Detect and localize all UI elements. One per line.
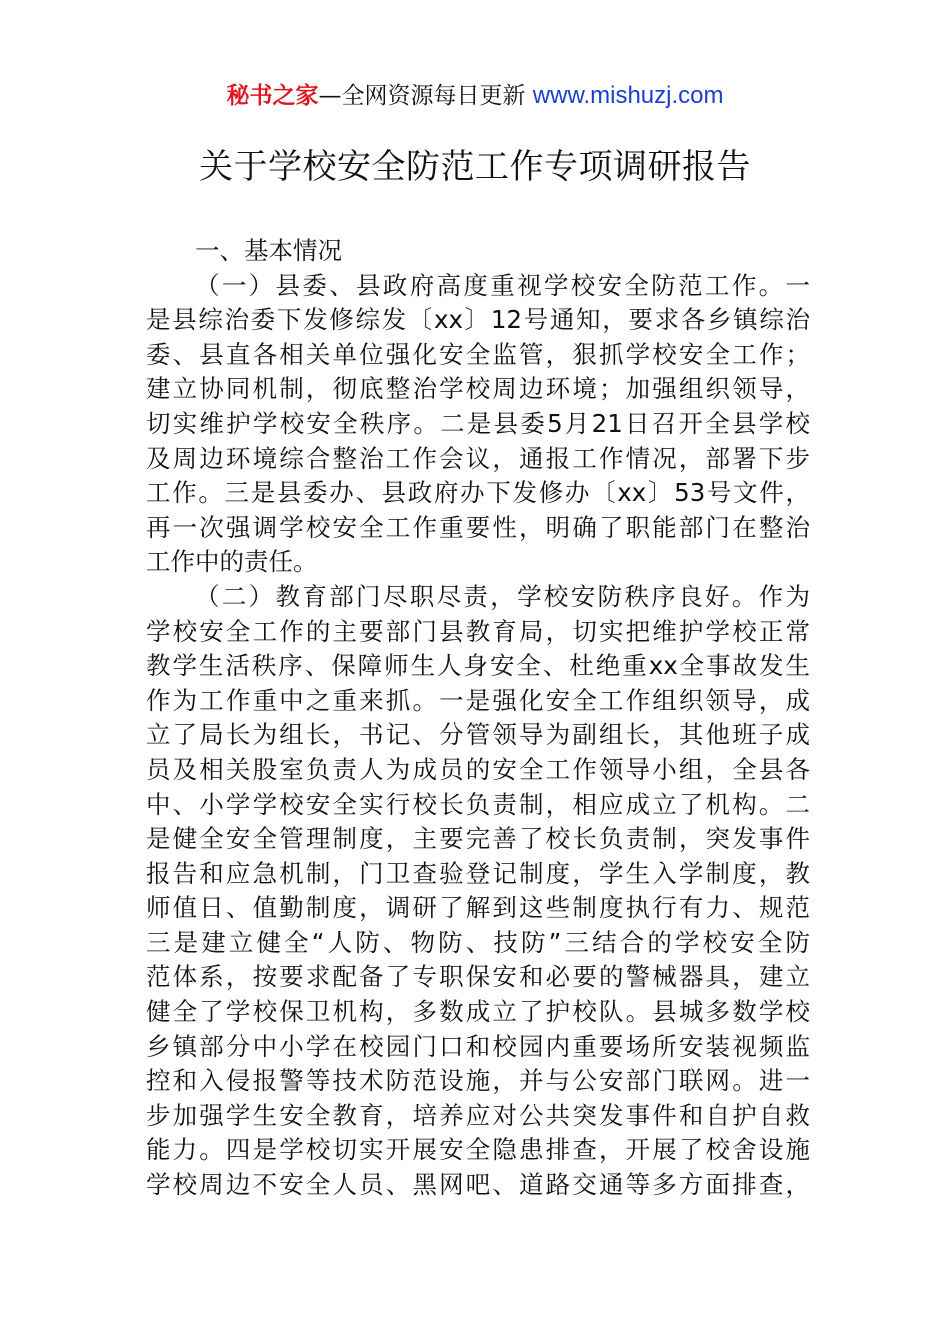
- paragraph-line: 立了局长为组长，书记、分管领导为副组长，其他班子成: [146, 720, 810, 750]
- paragraph-line: 工作。三是县委办、县政府办下发修办〔xx〕53号文件，: [146, 478, 810, 508]
- paragraph-line: 再一次强调学校安全工作重要性，明确了职能部门在整治: [146, 512, 810, 542]
- section-heading: 一、基本情况: [195, 236, 342, 265]
- paragraph-line: （一）县委、县政府高度重视学校安全防范工作。一: [195, 270, 810, 300]
- banner-tagline: —全网资源每日更新: [318, 83, 533, 109]
- paragraph-line: 步加强学生安全教育，培养应对公共突发事件和自护自救: [146, 1100, 810, 1130]
- paragraph-line: 范体系，按要求配备了专职保安和必要的警械器具，建立: [146, 962, 810, 992]
- paragraph-line: 及周边环境综合整治工作会议，通报工作情况，部署下步: [146, 443, 810, 473]
- paragraph-line: 工作中的责任。: [146, 547, 318, 577]
- paragraph-line: 学校周边不安全人员、黑网吧、道路交通等多方面排查，: [146, 1170, 810, 1200]
- paragraph-line: 三是建立健全“人防、物防、技防”三结合的学校安全防: [146, 927, 810, 957]
- paragraph-line: 控和入侵报警等技术防范设施，并与公安部门联网。进一: [146, 1066, 810, 1096]
- document-body: [146, 234, 810, 1203]
- paragraph-line: 报告和应急机制，门卫查验登记制度，学生入学制度，教: [146, 858, 810, 888]
- paragraph-line: 作为工作重中之重来抓。一是强化安全工作组织领导，成: [146, 685, 810, 715]
- brand-name: 秘书之家: [226, 83, 319, 109]
- paragraph-line: 能力。四是学校切实开展安全隐患排查，开展了校舍设施: [146, 1135, 810, 1165]
- document-title: 关于学校安全防范工作专项调研报告: [199, 147, 751, 187]
- paragraph-line: 是县综治委下发修综发〔xx〕12号通知，要求各乡镇综治: [146, 305, 810, 335]
- paragraph-line: 学校安全工作的主要部门县教育局，切实把维护学校正常: [146, 616, 810, 646]
- paragraph-line: 切实维护学校安全秩序。二是县委5月21日召开全县学校: [146, 408, 810, 438]
- paragraph-line: 健全了学校保卫机构，多数成立了护校队。县城多数学校: [146, 997, 810, 1027]
- paragraph-line: 建立协同机制，彻底整治学校周边环境；加强组织领导，: [146, 374, 810, 404]
- paragraph-line: 中、小学学校安全实行校长负责制，相应成立了机构。二: [146, 789, 810, 819]
- site-banner: [0, 80, 950, 112]
- paragraph-line: 委、县直各相关单位强化安全监管，狠抓学校安全工作；: [146, 339, 810, 369]
- paragraph-line: （二）教育部门尽职尽责，学校安防秩序良好。作为: [195, 581, 810, 611]
- paragraph-line: 师值日、值勤制度，调研了解到这些制度执行有力、规范: [146, 893, 810, 923]
- paragraph-line: 乡镇部分中小学在校园门口和校园内重要场所安装视频监: [146, 1031, 810, 1061]
- paragraph-line: 员及相关股室负责人为成员的安全工作领导小组，全县各: [146, 754, 810, 784]
- paragraph-line: 是健全安全管理制度，主要完善了校长负责制，突发事件: [146, 824, 810, 854]
- site-url-link[interactable]: www.mishuzj.com: [532, 82, 724, 109]
- paragraph-line: 教学生活秩序、保障师生人身安全、杜绝重xx全事故发生: [146, 651, 810, 681]
